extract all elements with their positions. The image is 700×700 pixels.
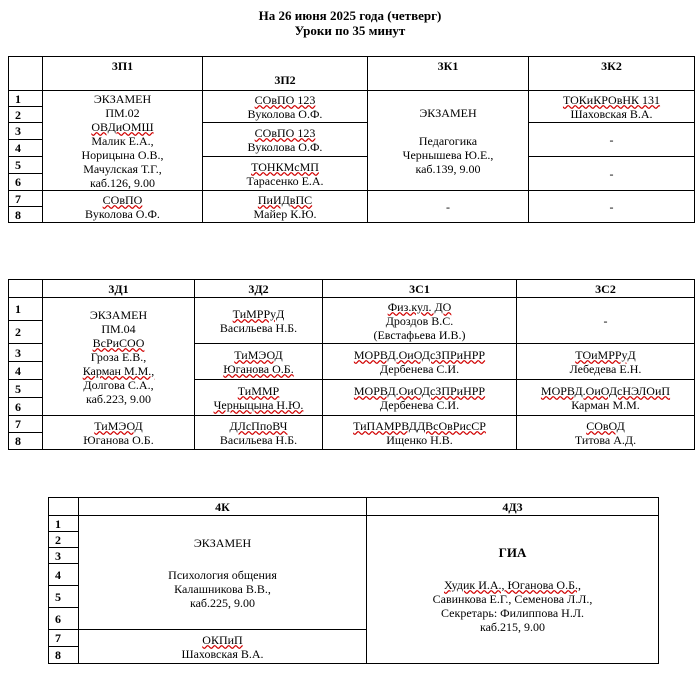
- module-name: ОВДиОМШ: [91, 119, 154, 134]
- teacher: Калашникова В.В.,: [174, 581, 271, 596]
- lesson-number: 6: [9, 174, 43, 191]
- lesson-number: 3: [9, 123, 43, 140]
- room-time: каб.225, 9.00: [189, 595, 256, 610]
- subject: Физ.кул. ДО: [387, 299, 452, 314]
- subject: ТиМРРуД: [232, 306, 285, 321]
- lesson-cell: [203, 91, 368, 123]
- group-header-3p2: 3П2: [203, 57, 368, 91]
- examiner: Мачулская Т.Г.,: [83, 161, 162, 176]
- lesson-number: 2: [49, 532, 79, 548]
- exam-cell-3d1: [43, 298, 195, 416]
- lesson-cell: [323, 380, 517, 416]
- subject: СОвПО: [102, 192, 143, 207]
- lesson-cell: [195, 380, 323, 416]
- lesson-number: 8: [49, 647, 79, 664]
- commission-members: Худик И.А., Юганова О.Б.,: [444, 577, 581, 592]
- exam-label: ЭКЗАМЕН: [93, 91, 152, 106]
- subject: МОРВД.ОиОДсЗПРиНРР: [353, 383, 486, 398]
- lesson-number: 6: [9, 398, 43, 416]
- subject: МОРВД.ОиОДсНЭЛОиП: [540, 383, 671, 398]
- gia-title: ГИА: [498, 544, 527, 560]
- examiner: Малик Е.А.,: [91, 133, 154, 148]
- lesson-number: 7: [9, 416, 43, 433]
- empty-lesson-cell: -: [368, 191, 529, 223]
- subject: ТОНКМсМП: [251, 159, 319, 174]
- examiner: Гроза Е.В.,: [90, 349, 147, 364]
- schedule-date-title: На 26 июня 2025 года (четверг): [258, 8, 442, 23]
- teacher: Васильева Н.Б.: [219, 432, 298, 447]
- teacher: Юганова О.Б.: [83, 432, 154, 447]
- lesson-number: 5: [9, 157, 43, 174]
- subject: СОвПО 123: [254, 125, 316, 140]
- schedule-subtitle: Уроки по 35 минут: [294, 23, 406, 38]
- group-header-3d2: 3Д2: [195, 280, 323, 298]
- empty-lesson-cell: -: [517, 298, 695, 344]
- group-header-3d1: 3Д1: [43, 280, 195, 298]
- lesson-number: 8: [9, 207, 43, 223]
- lesson-number: 4: [9, 140, 43, 157]
- empty-lesson-cell: -: [529, 191, 695, 223]
- teacher: Карман М.М.: [571, 397, 640, 412]
- teacher: Дербенева С.И.: [379, 397, 460, 412]
- subject: ПиИДвПС: [257, 192, 313, 207]
- group-header-3p1: 3П1: [43, 57, 203, 91]
- secretary: Секретарь: Филиппова Н.Л.: [441, 605, 584, 620]
- lesson-number: 7: [49, 630, 79, 647]
- commission-members: Савинкова Е.Г., Семенова Л.Л.,: [432, 591, 593, 606]
- lesson-cell: [195, 416, 323, 450]
- lesson-number: 4: [9, 362, 43, 380]
- module-code: ПМ.02: [105, 105, 140, 120]
- lesson-number: 8: [9, 433, 43, 450]
- lesson-number: 7: [9, 191, 43, 207]
- teacher: Титова А.Д.: [574, 432, 637, 447]
- corner-cell: [49, 498, 79, 516]
- lesson-number: 4: [49, 564, 79, 586]
- module-name: ВсРиСОО: [92, 335, 145, 350]
- lesson-number: 2: [9, 321, 43, 344]
- teacher: Васильева Н.Б.: [219, 320, 298, 335]
- corner-cell: [9, 57, 43, 91]
- subject: Психология общения: [168, 567, 277, 582]
- lesson-number: 1: [49, 516, 79, 532]
- empty-lesson-cell: -: [529, 157, 695, 191]
- lesson-cell: [323, 298, 517, 344]
- teacher: Тарасенко Е.А.: [246, 173, 324, 188]
- lesson-cell: [195, 344, 323, 380]
- examiner: Карман М.М.,: [82, 363, 155, 378]
- lesson-number: 1: [9, 298, 43, 321]
- group-header-3s2: 3С2: [517, 280, 695, 298]
- exam-cell-4k: [79, 516, 367, 630]
- teacher: Майер К.Ю.: [253, 206, 317, 221]
- group-header-3k2: 3К2: [529, 57, 695, 91]
- group-header-3k1: 3К1: [368, 57, 529, 91]
- teacher: Шаховская В.А.: [181, 646, 264, 661]
- lesson-number: 1: [9, 91, 43, 107]
- lesson-cell: [517, 344, 695, 380]
- schedule-table-2: [8, 279, 695, 450]
- subject: СОвПО 123: [254, 92, 316, 107]
- room-time: каб.126, 9.00: [89, 175, 156, 190]
- examiner: Норицына О.В.,: [81, 147, 164, 162]
- teacher-substitute: (Евстафьева И.В.): [373, 327, 466, 342]
- teacher: Вуколова О.Ф.: [247, 139, 323, 154]
- group-header-4d3: 4Д3: [367, 498, 659, 516]
- subject: Педагогика: [418, 133, 478, 148]
- room-time: каб.139, 9.00: [415, 161, 481, 176]
- lesson-cell: [323, 344, 517, 380]
- lesson-number: 3: [9, 344, 43, 362]
- subject: ТОиМРРуД: [575, 347, 636, 362]
- gia-cell-4d3: [367, 516, 659, 664]
- module-code: ПМ.04: [101, 321, 136, 336]
- room-time: каб.215, 9.00: [479, 619, 546, 634]
- lesson-cell: [529, 91, 695, 123]
- lesson-cell: [43, 191, 203, 223]
- lesson-cell: [323, 416, 517, 450]
- group-header-4k: 4К: [79, 498, 367, 516]
- teacher: Вуколова О.Ф.: [85, 206, 160, 221]
- lesson-cell: [517, 380, 695, 416]
- corner-cell: [9, 280, 43, 298]
- room-time: каб.223, 9.00: [85, 391, 152, 406]
- lesson-number: 5: [49, 586, 79, 608]
- teacher: Лебедева Е.Н.: [569, 361, 642, 376]
- lesson-cell: [79, 630, 367, 664]
- teacher: Вуколова О.Ф.: [247, 106, 323, 121]
- lesson-cell: [203, 123, 368, 157]
- examiner: Долгова С.А.,: [83, 377, 154, 392]
- schedule-table-1: [8, 56, 695, 223]
- empty-lesson-cell: -: [529, 123, 695, 157]
- subject: ТиМЭОД: [94, 418, 143, 433]
- subject: ТОКиКРОвНК 131: [562, 92, 661, 107]
- schedule-table-3: [48, 497, 659, 664]
- lesson-number: 3: [49, 548, 79, 564]
- lesson-number: 2: [9, 107, 43, 123]
- teacher: Шаховская В.А.: [570, 106, 653, 121]
- lesson-cell: [195, 298, 323, 344]
- lesson-number: 5: [9, 380, 43, 398]
- subject: ТиПАМРВДДВсОвРисСР: [353, 418, 486, 433]
- lesson-cell: [517, 416, 695, 450]
- subject: СОвОД: [586, 418, 625, 433]
- teacher: Юганова О.Б.: [223, 361, 294, 376]
- group-header-3s1: 3С1: [323, 280, 517, 298]
- lesson-cell: [203, 157, 368, 191]
- exam-cell-3p1: [43, 91, 203, 191]
- subject: МОРВД.ОиОДсЗПРиНРР: [353, 347, 486, 362]
- exam-cell-3k1: [368, 91, 529, 191]
- teacher: Черныцына Н.Ю.: [213, 397, 304, 412]
- teacher: Дербенева С.И.: [379, 361, 460, 376]
- lesson-number: 6: [49, 608, 79, 630]
- lesson-cell: [203, 191, 368, 223]
- subject: ДЛсПпоВЧ: [229, 418, 288, 433]
- subject: ОКПиП: [202, 632, 243, 647]
- lesson-cell: [43, 416, 195, 450]
- teacher: Дроздов В.С.: [385, 313, 454, 328]
- exam-label: ЭКЗАМЕН: [89, 307, 148, 322]
- teacher: Ищенко Н.В.: [386, 432, 453, 447]
- exam-label: ЭКЗАМЕН: [419, 105, 477, 120]
- exam-label: ЭКЗАМЕН: [193, 535, 252, 550]
- teacher: Чернышева Ю.Е.,: [402, 147, 494, 162]
- subject: ТиММР: [237, 383, 280, 398]
- subject: ТиМЭОД: [234, 347, 283, 362]
